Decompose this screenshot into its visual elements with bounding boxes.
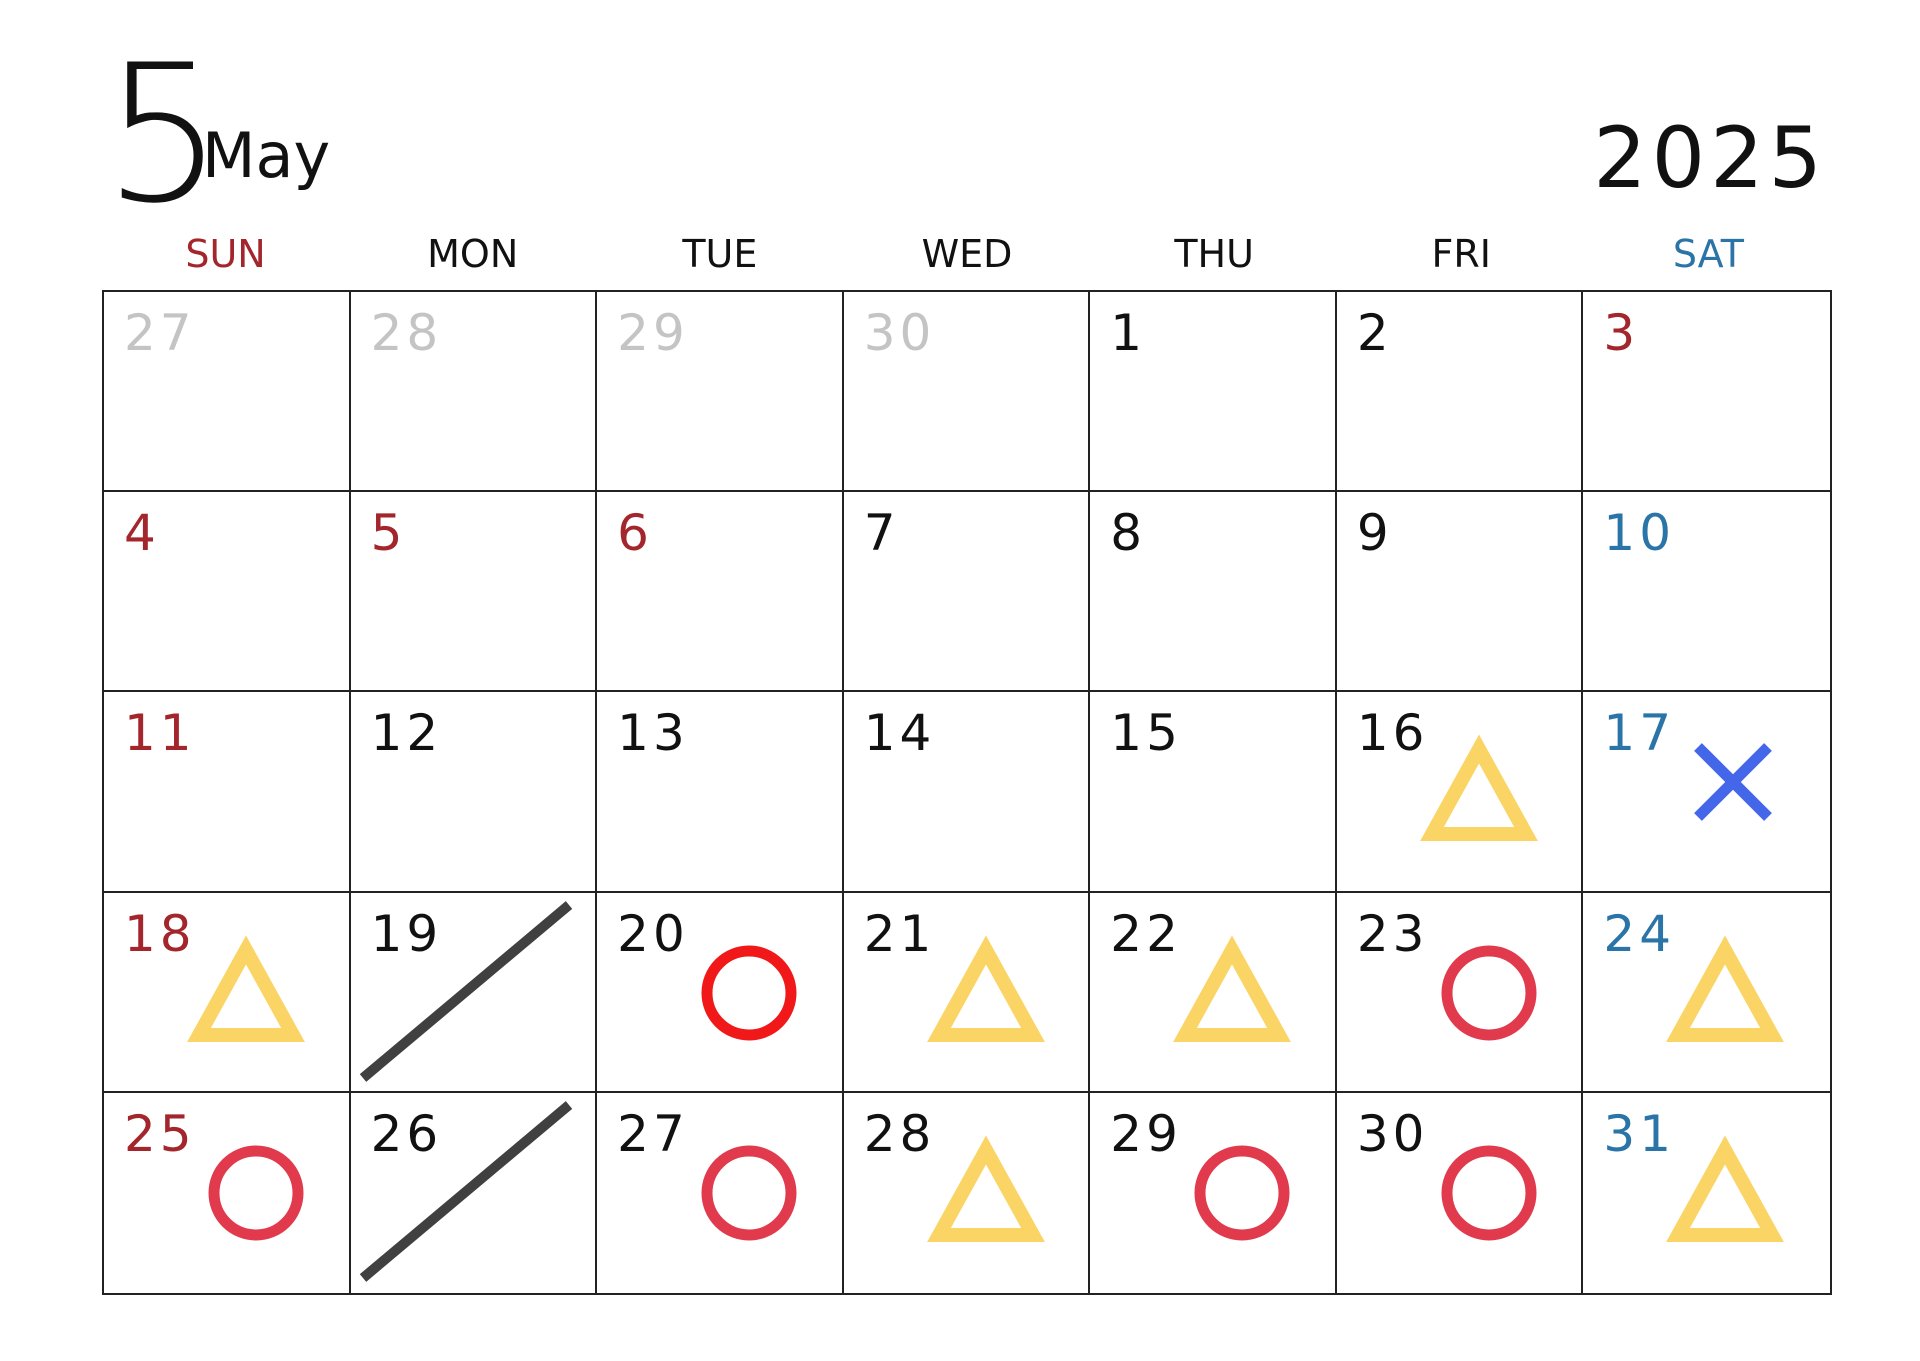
day-cell[interactable] [1583, 692, 1830, 892]
month-name: May [202, 119, 331, 192]
day-cell[interactable] [1583, 292, 1830, 492]
day-cell[interactable] [597, 492, 844, 692]
day-cell[interactable] [1337, 1093, 1584, 1293]
day-cell[interactable] [351, 1093, 598, 1293]
day-number: 19 [370, 904, 443, 963]
day-cell[interactable] [104, 1093, 351, 1293]
triangle-mark-icon [1419, 734, 1539, 854]
day-number: 28 [863, 1104, 936, 1163]
day-cell[interactable] [844, 492, 1091, 692]
day-number: 18 [124, 904, 196, 963]
day-number: 22 [1110, 904, 1182, 963]
day-cell[interactable] [351, 893, 598, 1093]
day-cell[interactable] [1090, 692, 1337, 892]
day-number: 26 [370, 1104, 443, 1163]
month-number: 5 [103, 24, 220, 245]
day-number: 31 [1603, 1104, 1676, 1163]
day-cell[interactable] [351, 492, 598, 692]
day-number: 30 [863, 304, 936, 362]
weekday-tue: TUE [682, 232, 758, 276]
weekday-sun: SUN [185, 232, 266, 276]
day-cell[interactable] [1583, 893, 1830, 1093]
day-number: 3 [1603, 304, 1640, 362]
day-number: 13 [617, 704, 689, 763]
triangle-mark-icon [1665, 1135, 1785, 1255]
day-cell[interactable] [1337, 692, 1584, 892]
circle-mark-icon [196, 1133, 316, 1253]
day-cell[interactable] [351, 292, 598, 492]
day-number: 12 [370, 704, 443, 763]
day-number: 8 [1110, 504, 1147, 563]
day-cell[interactable] [104, 292, 351, 492]
day-number: 14 [863, 704, 936, 763]
day-number: 6 [617, 504, 653, 563]
day-cell[interactable] [1337, 893, 1584, 1093]
day-cell[interactable] [597, 1093, 844, 1293]
day-cell[interactable] [844, 292, 1091, 492]
day-number: 24 [1603, 904, 1676, 963]
day-cell[interactable] [1090, 893, 1337, 1093]
day-cell[interactable] [351, 692, 598, 892]
triangle-mark-icon [926, 1135, 1046, 1255]
day-number: 29 [1110, 1104, 1182, 1163]
day-number: 27 [124, 304, 196, 362]
circle-mark-icon [1429, 933, 1549, 1053]
weekday-thu: THU [1174, 232, 1254, 276]
day-number: 11 [124, 704, 196, 763]
day-number: 16 [1356, 704, 1429, 763]
cross-mark-icon [1673, 722, 1793, 842]
day-number: 7 [863, 504, 900, 563]
circle-mark-icon [1182, 1133, 1302, 1253]
triangle-mark-icon [1172, 935, 1292, 1055]
day-number: 21 [863, 904, 936, 963]
day-number: 28 [370, 304, 443, 362]
day-cell[interactable] [1583, 1093, 1830, 1293]
day-cell[interactable] [104, 692, 351, 892]
slash-mark-icon [351, 1093, 581, 1293]
day-cell[interactable] [597, 292, 844, 492]
day-number: 2 [1356, 304, 1393, 362]
day-number: 17 [1603, 704, 1676, 763]
day-cell[interactable] [844, 893, 1091, 1093]
day-number: 30 [1356, 1104, 1429, 1163]
day-cell[interactable] [844, 1093, 1091, 1293]
calendar-grid [102, 290, 1832, 1295]
day-number: 4 [124, 504, 160, 563]
weekday-fri: FRI [1431, 232, 1491, 276]
day-cell[interactable] [597, 692, 844, 892]
day-number: 25 [124, 1104, 196, 1163]
day-cell[interactable] [1090, 292, 1337, 492]
circle-mark-icon [689, 933, 809, 1053]
weekday-header-row [102, 232, 1832, 276]
day-cell[interactable] [597, 893, 844, 1093]
day-cell[interactable] [1337, 292, 1584, 492]
day-number: 29 [617, 304, 689, 362]
day-cell[interactable] [104, 492, 351, 692]
day-cell[interactable] [1090, 492, 1337, 692]
day-cell[interactable] [1337, 492, 1584, 692]
day-number: 23 [1356, 904, 1429, 963]
weekday-mon: MON [427, 232, 519, 276]
circle-mark-icon [1429, 1133, 1549, 1253]
day-number: 20 [617, 904, 689, 963]
weekday-wed: WED [921, 232, 1013, 276]
day-cell[interactable] [844, 692, 1091, 892]
slash-mark-icon [351, 893, 581, 1093]
triangle-mark-icon [186, 935, 306, 1055]
day-number: 1 [1110, 304, 1147, 362]
day-number: 10 [1603, 504, 1676, 563]
triangle-mark-icon [926, 935, 1046, 1055]
year-label: 2025 [1593, 109, 1827, 207]
day-cell[interactable] [104, 893, 351, 1093]
weekday-sat: SAT [1672, 232, 1744, 276]
triangle-mark-icon [1665, 935, 1785, 1055]
day-number: 15 [1110, 704, 1182, 763]
day-number: 9 [1356, 504, 1393, 563]
day-cell[interactable] [1090, 1093, 1337, 1293]
day-cell[interactable] [1583, 492, 1830, 692]
circle-mark-icon [689, 1133, 809, 1253]
day-number: 5 [370, 504, 407, 563]
day-number: 27 [617, 1104, 689, 1163]
